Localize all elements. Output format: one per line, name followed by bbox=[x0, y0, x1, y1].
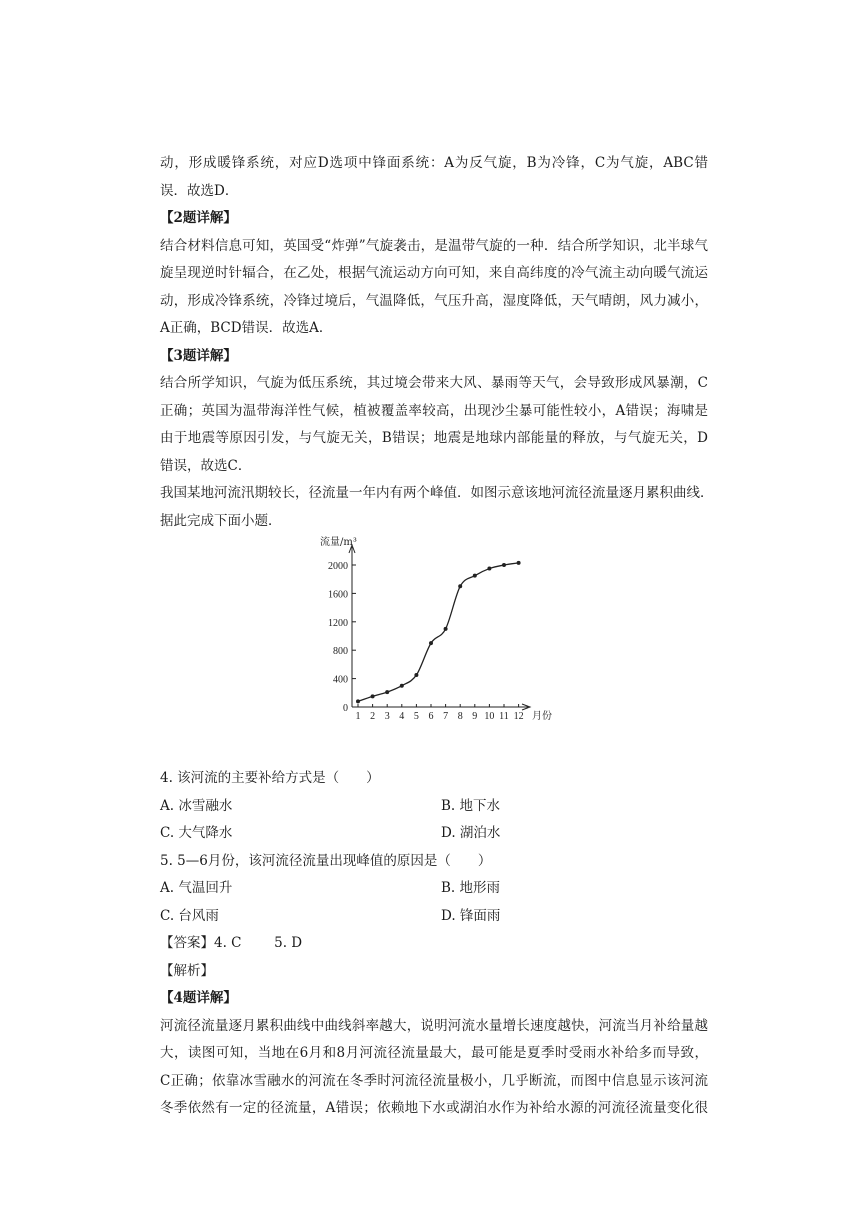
answer-label: 【答案】4. C bbox=[160, 935, 242, 951]
option-a: A. 冰雪融水 bbox=[160, 797, 233, 814]
series-line bbox=[358, 563, 519, 701]
data-point bbox=[473, 574, 477, 578]
runoff-chart-svg bbox=[320, 535, 560, 765]
x-tick-label: 7 bbox=[443, 711, 449, 722]
paragraph-line: 动，形成冷锋系统，冷锋过境后，气温降低，气压升高，湿度降低，天气晴朗，风力减小， bbox=[160, 292, 708, 309]
y-tick-label: 1200 bbox=[328, 617, 348, 629]
x-tick-label: 4 bbox=[399, 711, 405, 722]
data-point bbox=[517, 561, 521, 565]
intro-line: 我国某地河流汛期较长，径流量一年内有两个峰值．如图示意该地河流径流量逐月累积曲线． bbox=[160, 485, 714, 501]
paragraph-line: 结合所学知识，气旋为低压系统，其过境会带来大风、暴雨等天气，会导致形成风暴潮，C bbox=[160, 375, 708, 391]
section-heading: 【2题详解】 bbox=[160, 210, 237, 226]
question-5-options-row bbox=[160, 875, 708, 903]
x-tick-label: 9 bbox=[472, 711, 478, 722]
y-axis-label: 流量/m³ bbox=[320, 537, 357, 548]
y-tick-label: 0 bbox=[343, 703, 348, 714]
paragraph-line: 河流径流量逐月累积曲线中曲线斜率越大，说明河流水量增长速度越快，河流当月补给量越 bbox=[160, 1017, 708, 1034]
question-4-stem: 4. 该河流的主要补给方式是（ ） bbox=[160, 770, 380, 786]
y-tick-label: 2000 bbox=[328, 561, 348, 572]
data-point bbox=[356, 699, 360, 703]
x-tick-label: 11 bbox=[499, 711, 509, 722]
option-c: C. 台风雨 bbox=[160, 907, 219, 924]
x-tick-label: 6 bbox=[428, 711, 434, 722]
question-5-options-row bbox=[160, 903, 708, 931]
data-point bbox=[414, 673, 418, 677]
data-point bbox=[487, 567, 491, 571]
answer-second: 5. D bbox=[274, 935, 303, 951]
paragraph-line: 由于地震等原因引发，与气旋无关，B错误；地震是地球内部能量的释放，与气旋无关，D bbox=[160, 430, 708, 446]
y-tick-label: 1600 bbox=[328, 589, 348, 601]
paragraph-line: 错误，故选C． bbox=[160, 457, 252, 474]
runoff-chart bbox=[160, 535, 708, 765]
data-point bbox=[458, 584, 462, 588]
section-heading: 【4题详解】 bbox=[160, 990, 237, 1006]
data-point bbox=[400, 684, 404, 688]
data-point bbox=[371, 694, 375, 698]
option-c: C. 大气降水 bbox=[160, 825, 233, 841]
data-point bbox=[429, 641, 433, 645]
paragraph-line: A正确，BCD错误．故选A． bbox=[160, 320, 333, 336]
x-tick-label: 1 bbox=[355, 711, 361, 722]
x-tick-label: 3 bbox=[384, 711, 390, 722]
intro-line: 据此完成下面小题． bbox=[160, 512, 282, 529]
section-heading: 【3题详解】 bbox=[160, 347, 237, 364]
question-4-options-row bbox=[160, 793, 708, 821]
option-b: B. 地形雨 bbox=[441, 880, 501, 896]
paragraph-line: 旋呈现逆时针辐合，在乙处，根据气流运动方向可知，来自高纬度的冷气流主动向暖气流运 bbox=[160, 265, 708, 281]
paragraph-line: 结合材料信息可知，英国受“炸弹”气旋袭击，是温带气旋的一种．结合所学知识，北半球气 bbox=[160, 237, 708, 254]
paragraph-line: 动，形成暖锋系统，对应D选项中锋面系统：A为反气旋，B为冷锋，C为气旋，ABC错 bbox=[160, 155, 708, 171]
question-4-options-row bbox=[160, 820, 708, 848]
x-tick-label: 10 bbox=[484, 711, 495, 722]
paragraph-line: 大，读图可知，当地在6月和8月河流径流量最大，最可能是夏季时受雨水补给多而导致， bbox=[160, 1045, 708, 1061]
answer-line bbox=[160, 930, 708, 958]
analysis-label: 【解析】 bbox=[160, 962, 214, 979]
x-tick-label: 2 bbox=[370, 711, 376, 722]
data-point bbox=[444, 627, 448, 631]
x-tick-label: 5 bbox=[413, 711, 419, 722]
option-d: D. 湖泊水 bbox=[441, 825, 501, 841]
y-tick-label: 800 bbox=[333, 646, 348, 658]
question-5-stem: 5. 5—6月份，该河流径流量出现峰值的原因是（ ） bbox=[160, 852, 492, 869]
data-point bbox=[385, 690, 389, 694]
option-d: D. 锋面雨 bbox=[441, 907, 501, 924]
x-axis-label: 月份 bbox=[532, 711, 552, 722]
x-tick-label: 12 bbox=[513, 711, 524, 722]
document-content bbox=[160, 150, 714, 1123]
paragraph-line: C正确；依靠冰雪融水的河流在冬季时河流径流量极小，几乎断流，而图中信息显示该河流 bbox=[160, 1072, 708, 1089]
data-point bbox=[502, 563, 506, 567]
paragraph-line: 正确；英国为温带海洋性气候，植被覆盖率较高，出现沙尘暴可能性较小，A错误；海啸是 bbox=[160, 402, 708, 419]
x-tick-label: 8 bbox=[457, 711, 463, 722]
option-b: B. 地下水 bbox=[441, 797, 501, 814]
y-tick-label: 400 bbox=[333, 674, 348, 686]
paragraph-line: 冬季依然有一定的径流量，A错误；依赖地下水或湖泊水作为补给水源的河流径流量变化很 bbox=[160, 1100, 708, 1116]
paragraph-line: 误．故选D． bbox=[160, 182, 239, 199]
option-a: A. 气温回升 bbox=[160, 880, 233, 896]
